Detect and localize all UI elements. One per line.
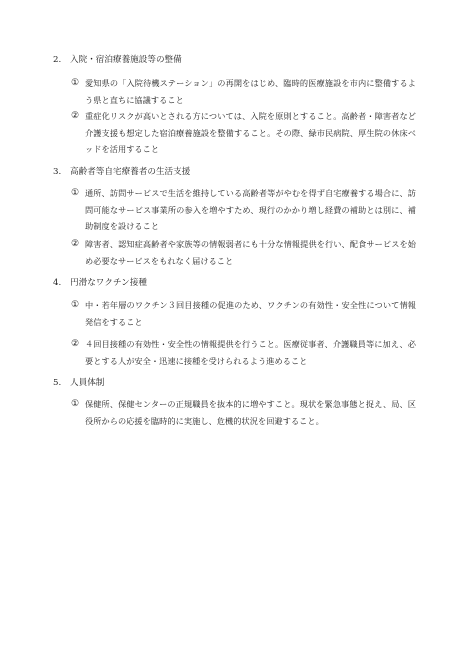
section-heading (53, 167, 190, 178)
section-title: 入院・宿泊療養施設等の整備 (70, 55, 182, 65)
list-item (71, 236, 416, 269)
section-number: 4. (53, 278, 62, 288)
list-item (71, 185, 416, 235)
section-title: 高齢者等自宅療養者の生活支援 (70, 167, 191, 177)
section-heading (53, 278, 147, 289)
section-title: 円滑なワクチン接種 (70, 278, 147, 288)
circled-number-marker: ② (71, 111, 80, 121)
circled-number-marker: ① (71, 188, 80, 198)
circled-number-marker: ① (71, 78, 80, 88)
section-number: 5. (53, 378, 62, 388)
section-heading (53, 55, 182, 66)
list-item (71, 108, 416, 158)
circled-number-marker: ① (71, 300, 80, 310)
item-text: 重症化リスクが高いとされる方については、入院を原則とすること。高齢者・障害者など介護支援も想定した宿泊療養施設を整備すること。その際、緑市民病院、厚生院の休床ベッドを活用すること (85, 111, 416, 154)
section-number: 2. (53, 55, 62, 65)
section-title: 人員体制 (70, 378, 105, 388)
item-text: 通所、訪問サービスで生活を維持している高齢者等がやむを得ず自宅療養する場合に、訪問可能なサービス事業所の参入を増やすため、現行のかかり増し経費の補助とは別に、補助制度を設けること (85, 188, 416, 231)
item-text: ４回目接種の有効性・安全性の情報提供を行うこと。医療従事者、介護職員等に加え、必要とする人が安全・迅速に接種を受けられるよう進めること (85, 339, 416, 366)
section-number: 3. (53, 167, 62, 177)
circled-number-marker: ② (71, 239, 80, 249)
item-text: 障害者、認知症高齢者や家族等の情報弱者にも十分な情報提供を行い、配食サービスを始め必要なサービスをもれなく届けること (85, 239, 416, 266)
section-heading (53, 378, 104, 389)
item-text: 愛知県の「入院待機ステーション」の再開をはじめ、臨時的医療施設を市内に整備するよう県と直ちに協議すること (85, 78, 416, 105)
list-item (71, 297, 416, 330)
list-item (71, 75, 416, 108)
list-item (71, 336, 416, 369)
list-item (71, 396, 416, 429)
circled-number-marker: ① (71, 399, 80, 409)
item-text: 保健所、保健センターの正規職員を抜本的に増やすこと。現状を緊急事態と捉え、局、区役所からの応援を臨時的に実施し、危機的状況を回避すること。 (85, 399, 416, 426)
item-text: 中・若年層のワクチン３回目接種の促進のため、ワクチンの有効性・安全性について情報発信をすること (85, 300, 416, 327)
circled-number-marker: ② (71, 339, 80, 349)
